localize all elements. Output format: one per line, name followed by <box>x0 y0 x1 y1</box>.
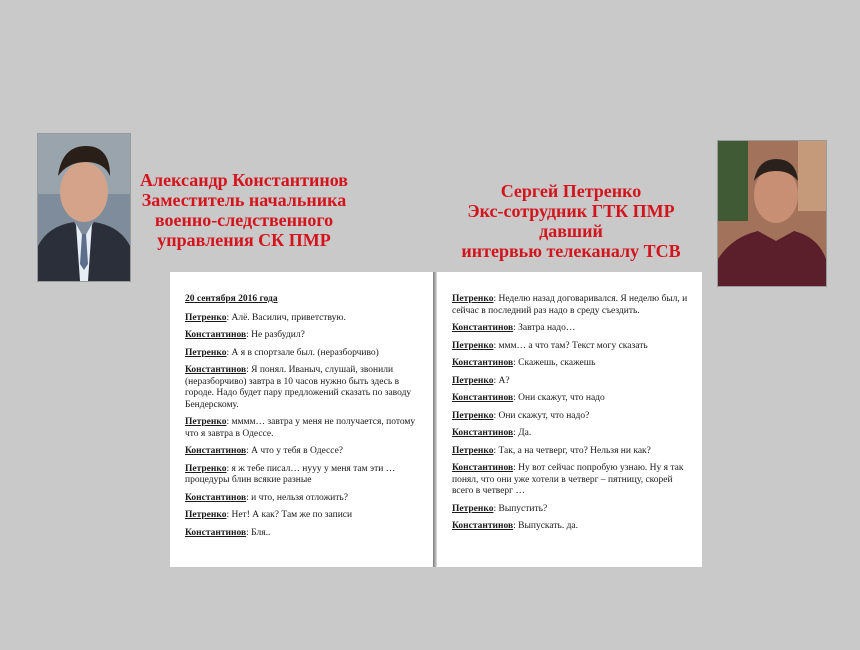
speaker-name: Константинов <box>185 446 247 456</box>
speaker-name: Константинов <box>452 393 514 403</box>
transcript-line <box>185 330 421 342</box>
speaker-name: Константинов <box>185 492 247 503</box>
person-name: Александр Константинов <box>139 170 348 190</box>
speaker-name: Петренко <box>452 410 494 421</box>
transcript-lines <box>452 294 690 533</box>
speaker-name: Константинов <box>452 521 514 531</box>
line-text: : Скажешь, скажешь <box>513 358 596 368</box>
line-text: : Да. <box>513 428 532 438</box>
line-text: : я ж тебе писал… нууу у меня там эти … процедуры блин всякие разные <box>185 463 396 485</box>
transcript-lines <box>185 313 421 540</box>
caption-konstantinov <box>138 170 350 250</box>
transcript-line <box>452 504 690 516</box>
transcript-line <box>185 528 421 540</box>
transcript-line <box>452 463 690 498</box>
speaker-name: Петренко <box>452 375 494 386</box>
speaker-name: Петренко <box>185 463 227 474</box>
transcript-line <box>185 493 421 505</box>
speaker-name: Петренко <box>185 347 227 358</box>
speaker-name: Петренко <box>452 445 494 456</box>
line-text: : Так, а на четверг, что? Нельзя ни как? <box>493 445 651 456</box>
transcript-line <box>185 464 421 487</box>
transcript-line <box>452 428 690 440</box>
transcript-date: 20 сентября 2016 года <box>185 294 278 304</box>
line-text: : Они скажут, что надо? <box>493 410 590 421</box>
transcript-page-right <box>437 272 702 567</box>
speaker-name: Константинов <box>185 527 247 538</box>
speaker-name: Константинов <box>185 330 247 340</box>
line-text: : Нет! А как? Там же по записи <box>226 510 353 520</box>
person-title-line: Экс-сотрудник ГТК ПМР давший <box>467 201 675 241</box>
transcript-line <box>452 323 690 335</box>
caption-petrenko <box>442 181 700 261</box>
transcript-line <box>185 348 421 360</box>
speaker-name: Петренко <box>185 417 227 427</box>
transcript-line <box>452 411 690 423</box>
transcript-line <box>452 446 690 458</box>
line-text: : А что у тебя в Одессе? <box>246 446 344 456</box>
speaker-name: Петренко <box>185 312 227 323</box>
speaker-name: Петренко <box>185 510 227 520</box>
transcript-line <box>185 365 421 411</box>
line-text: : А? <box>493 375 510 386</box>
portrait-konstantinov <box>37 133 131 282</box>
transcript-line <box>452 393 690 405</box>
portrait-petrenko <box>717 140 827 287</box>
line-text: : Завтра надо… <box>513 323 576 333</box>
line-text: : Ну вот сейчас попробую узнаю. Ну я так понял, что они уже хотели в четверг – пятницу, скорей всего в четверг … <box>452 463 684 496</box>
transcript-line <box>452 358 690 370</box>
transcript-line <box>452 521 690 533</box>
line-text: : мммм… завтра у меня не получается, потому что я завтра в Одессе. <box>185 417 416 439</box>
line-text: : и что, нельзя отложить? <box>246 492 348 503</box>
speaker-name: Константинов <box>452 428 514 438</box>
speaker-name: Петренко <box>452 503 494 514</box>
speaker-name: Константинов <box>452 463 514 473</box>
line-text: : Я понял. Иваныч, слушай, звонили (неразборчиво) завтра в 10 часов нужно быть здесь в городе. Надо будет пару предложений сказать по заводу Бендерскому. <box>185 365 412 410</box>
line-text: : Неделю назад договаривался. Я неделю был, и сейчас в последний раз надо в среду съездить. <box>452 294 688 316</box>
transcript-line <box>185 510 421 522</box>
speaker-name: Константинов <box>185 365 247 375</box>
line-text: : ммм… а что там? Текст могу сказать <box>493 340 648 351</box>
line-text: : Не разбудил? <box>246 330 305 340</box>
transcript-line <box>185 417 421 440</box>
line-text: : Алё. Василич, приветствую. <box>226 312 346 323</box>
person-title-line: Заместитель начальника <box>141 190 347 210</box>
line-text: : Бля.. <box>246 527 271 538</box>
transcript-line <box>452 376 690 388</box>
transcript-line <box>452 341 690 353</box>
transcript-page-left <box>170 272 433 567</box>
person-name: Сергей Петренко <box>500 181 642 201</box>
speaker-name: Петренко <box>452 294 494 304</box>
speaker-name: Петренко <box>452 340 494 351</box>
line-text: : Выпустить? <box>493 503 548 514</box>
line-text: : Выпускать. да. <box>513 521 579 531</box>
line-text: : Они скажут, что надо <box>513 393 605 403</box>
transcript-line <box>452 294 690 317</box>
person-title-line: военно-следственного <box>154 210 334 230</box>
speaker-name: Константинов <box>452 323 514 333</box>
transcript-line <box>185 313 421 325</box>
transcript-line <box>185 446 421 458</box>
line-text: : А я в спортзале был. (неразборчиво) <box>226 347 379 358</box>
person-title-line: интервью телеканалу ТСВ <box>461 241 681 261</box>
speaker-name: Константинов <box>452 358 514 368</box>
person-title-line: управления СК ПМР <box>157 230 331 250</box>
